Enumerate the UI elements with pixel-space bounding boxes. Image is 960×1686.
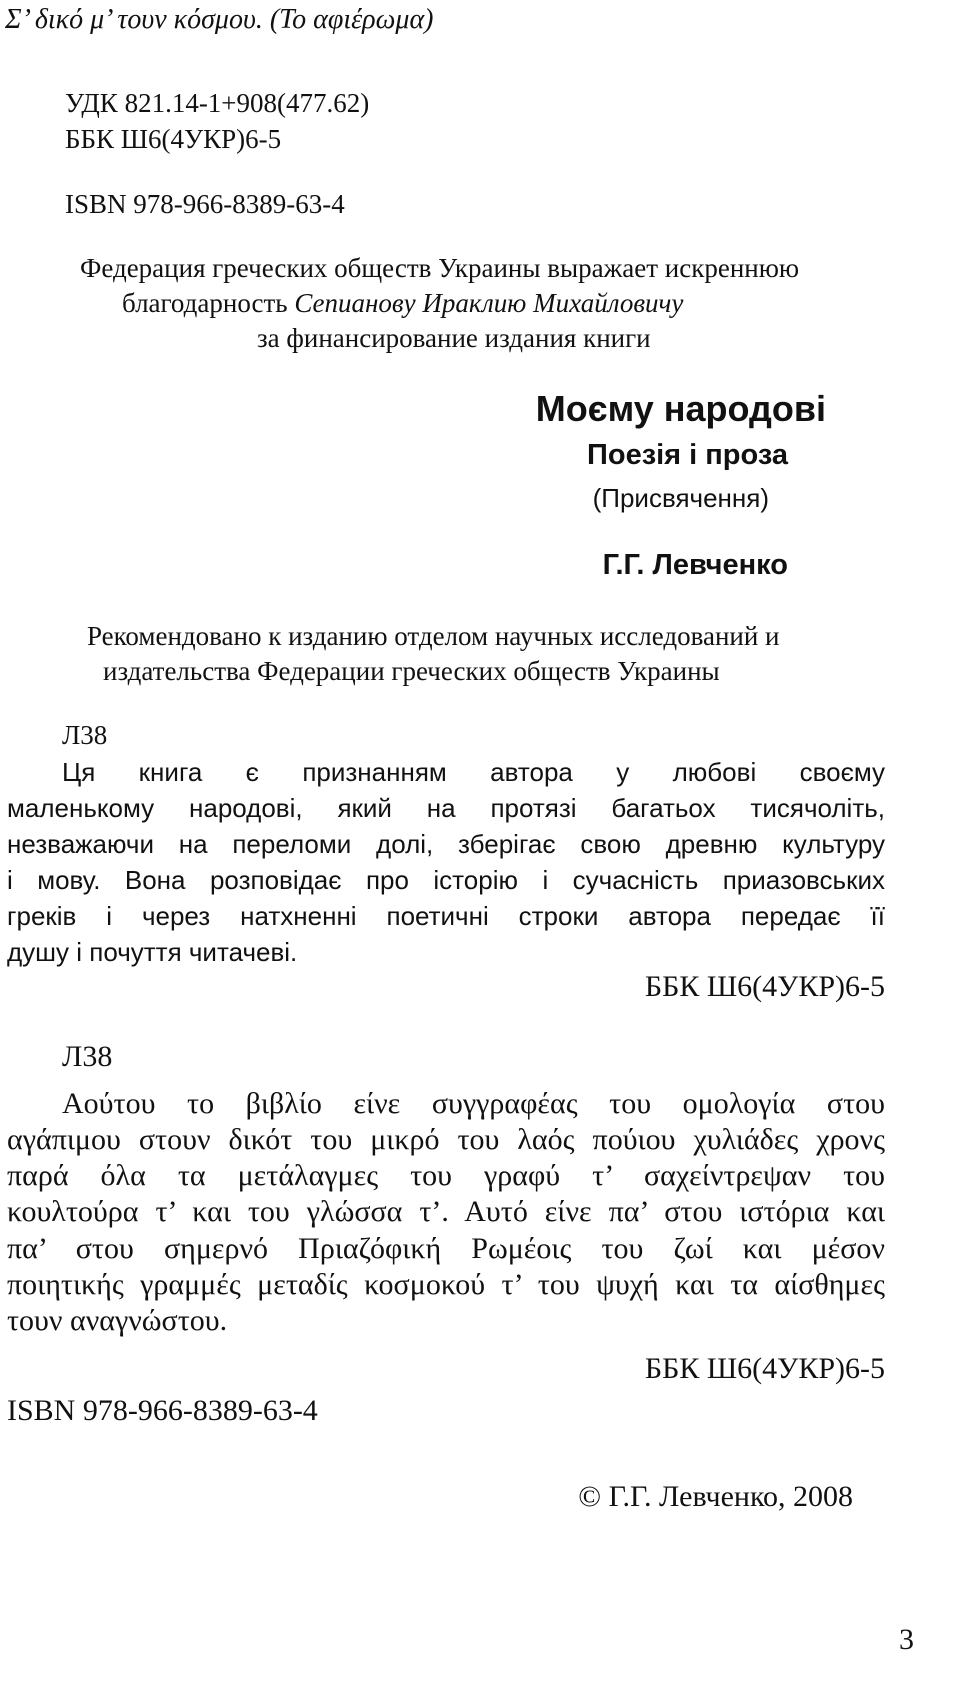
annotation-line: і мову. Вона розповідає про історію і сучасність приазовських: [7, 865, 885, 895]
annotation-line: греків і через натхненні поетичні строки автора передає її: [7, 901, 885, 931]
annotation-line: маленькому народові, який на протязі багатьох тисячоліть,: [7, 793, 885, 823]
acknowledgement-line: за финансирование издания книги: [257, 323, 651, 353]
book-title: Моєму народові: [535, 388, 826, 429]
udk-code: УДК 821.14-1+908(477.62): [65, 88, 370, 118]
book-subtitle: Поезія і проза: [587, 439, 788, 471]
annotation-line: ποιητικής γραμμές μεταδίς κοσμοκού τ’ του ψυχή και τα αίσθημες: [7, 1268, 885, 1301]
library-code: Л38: [62, 720, 108, 750]
bbk-code: ББК Ш6(4УКР)6-5: [644, 970, 885, 1003]
annotation-line: Ця книга є признанням автора у любові своєму: [62, 757, 885, 787]
acknowledgement-line: Федерация греческих обществ Украины выражает искреннюю: [80, 253, 800, 283]
acknowledgement-line: [122, 286, 683, 320]
bbk-code: ББК Ш6(4УКР)6-5: [644, 1352, 885, 1385]
recommendation-line: издательства Федерации греческих обществ Украины: [103, 656, 720, 686]
page-number: 3: [899, 1623, 914, 1656]
acknowledgement-prefix: благодарность: [122, 288, 295, 318]
book-author: Г.Г. Левченко: [602, 549, 788, 581]
book-dedication-note: (Присвячення): [592, 483, 769, 513]
annotation-line: πα’ στου σημερνό Πριαζόφική Ρωμέοις του ζωί και μέσον: [7, 1232, 885, 1265]
bbk-code-top: ББК Ш6(4УКР)6-5: [65, 124, 282, 154]
annotation-line: τουν αναγνώστου.: [7, 1304, 228, 1337]
isbn-top: ISBN 978-966-8389-63-4: [65, 189, 345, 219]
library-code: Л38: [62, 1040, 113, 1073]
annotation-line: душу і почуття читачеві.: [7, 937, 298, 967]
annotation-line: κουλτούρα τ’ και του γλώσσα τ’. Αυτό είνε πα’ στου ιστόρια και: [7, 1195, 885, 1228]
copyright: © Г.Г. Левченко, 2008: [578, 1480, 853, 1513]
annotation-line: незважаючи на переломи долі, зберігає свою древню культуру: [7, 829, 885, 859]
isbn-bottom: ISBN 978-966-8389-63-4: [7, 1394, 318, 1427]
running-head: Σ’ δικό μ’ τουν κόσμου. (Το αφιέρωμα): [5, 4, 434, 35]
annotation-line: Αούτου το βιβλίο είνε συγγραφέας του ομολογία στου: [62, 1087, 885, 1120]
recommendation-line: Рекомендовано к изданию отделом научных исследований и: [87, 621, 780, 651]
sponsor-name: Сепианову Ираклию Михайловичу: [294, 288, 684, 318]
annotation-line: αγάπιμου στουν δικότ του μικρό του λαός πούιου χυλιάδες χρονς: [7, 1123, 885, 1156]
annotation-line: παρά όλα τα μετάλαγμες του γραφύ τ’ σαχείντρεψαν του: [7, 1159, 885, 1192]
